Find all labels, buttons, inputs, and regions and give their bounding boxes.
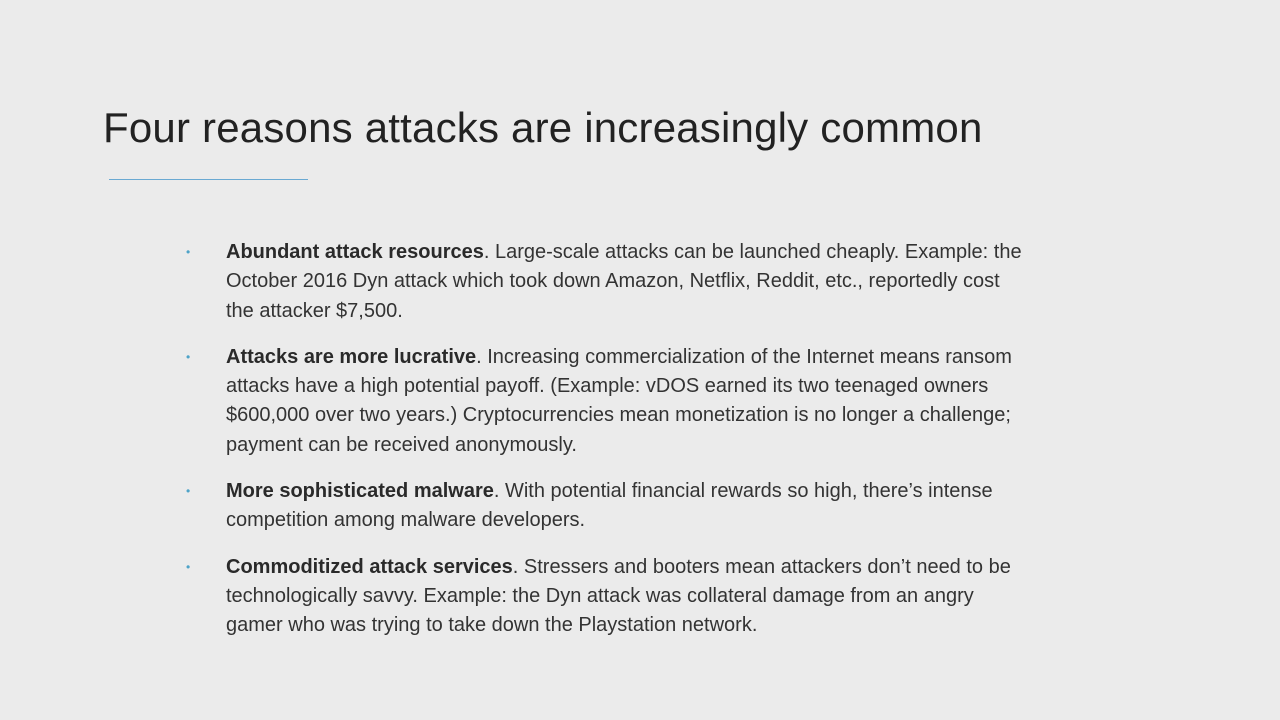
bullet-heading: More sophisticated malware	[226, 480, 494, 503]
bullet-text	[226, 238, 1026, 326]
bullet-dot-icon: •	[186, 349, 191, 364]
bullet-dot-icon: •	[186, 484, 191, 499]
bullet-dot-icon: •	[186, 559, 191, 574]
bullet-item-lucrative	[186, 343, 1046, 460]
bullet-text	[226, 553, 1026, 641]
bullet-item-malware	[186, 477, 1046, 536]
bullet-text	[226, 477, 1026, 536]
title-underline	[109, 179, 308, 180]
bullet-heading: Attacks are more lucrative	[226, 345, 477, 368]
bullet-heading: Abundant attack resources	[226, 241, 484, 263]
slide-title: Four reasons attacks are increasingly common	[103, 104, 983, 151]
bullet-body: . Large-scale attacks can be launched cheaply. Example: the October 2016 Dyn attack which took down Amazon, Netflix, Reddit, etc., reportedly cost the attacker $7,500.	[226, 241, 1022, 322]
bullet-text	[226, 343, 1026, 460]
bullet-heading: Commoditized attack services	[226, 555, 513, 578]
bullet-dot-icon: •	[186, 245, 191, 259]
bullet-list	[186, 238, 1046, 658]
bullet-body: . Increasing commercialization of the Internet means ransom attacks have a high potential payoff. (Example: vDOS earned its two teenaged owners $600,000 over two years.) Cryptocurrencies mean monetization is no longer a challenge; payment can be received anonymously.	[226, 345, 1012, 456]
bullet-item-services	[186, 553, 1046, 641]
bullet-item-resources	[186, 238, 1046, 326]
bullet-body: . Stressers and booters mean attackers don’t need to be technologically savvy. Example: the Dyn attack was collateral damage from an angry gamer who was trying to take down the Playstation network.	[226, 555, 1011, 637]
bullet-body: . With potential financial rewards so high, there’s intense competition among malware developers.	[226, 480, 993, 532]
